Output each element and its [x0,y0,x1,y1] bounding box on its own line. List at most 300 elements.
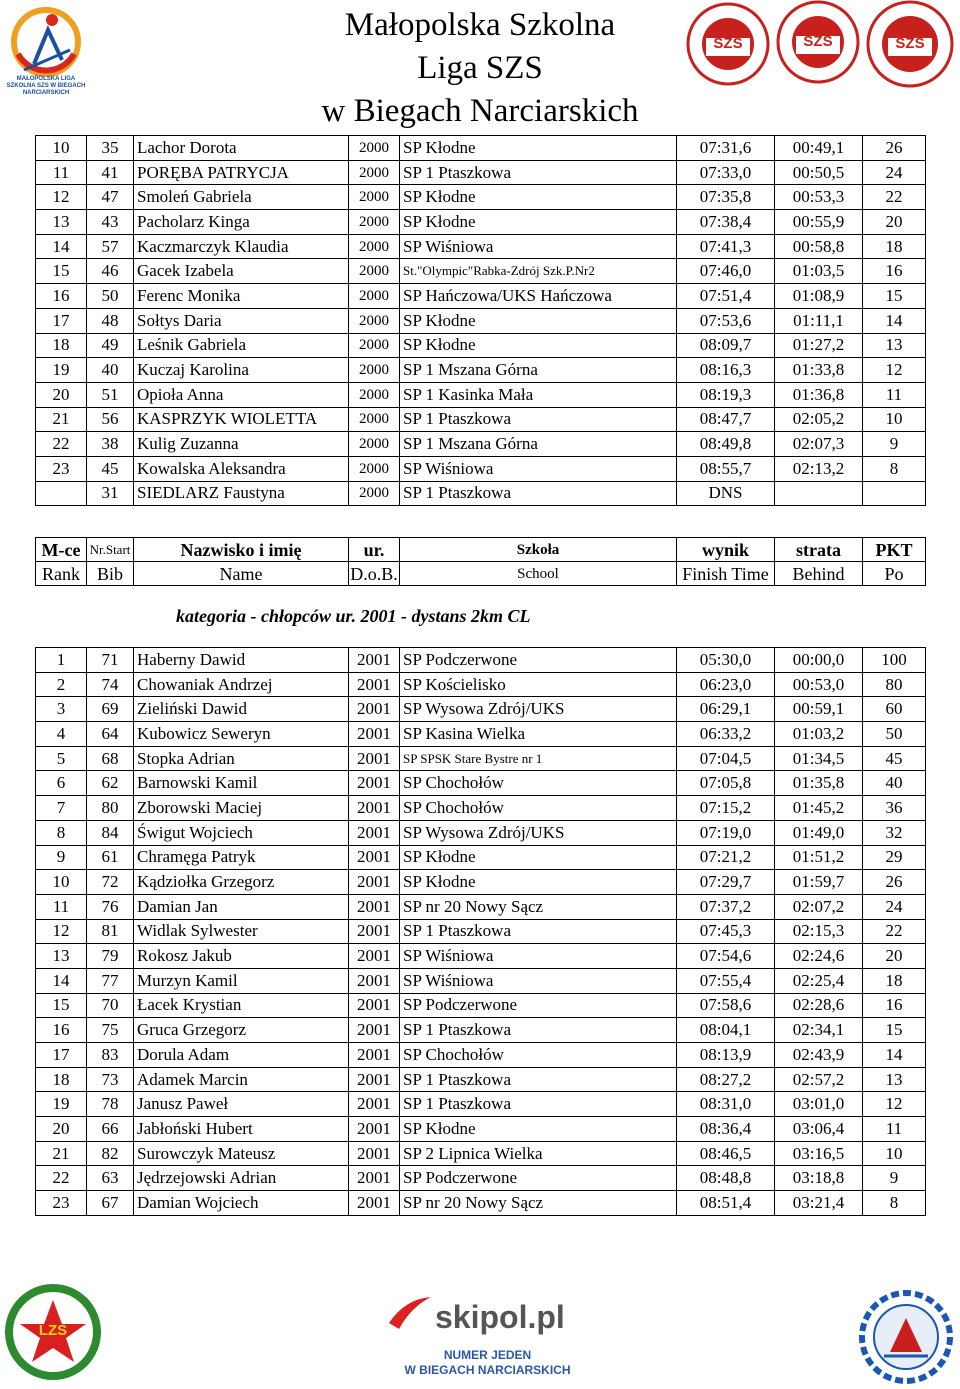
boys-cell-behind: 03:18,8 [775,1166,863,1191]
girls-cell-dob: 2000 [349,432,400,457]
boys-cell-school: SP 1 Ptaszkowa [400,1067,677,1092]
girls-row [36,333,926,358]
header-behind-pl: strata [775,538,863,562]
header-bib-pl: Nr.Start [87,538,134,562]
boys-cell-points: 24 [863,894,926,919]
boys-cell-school: SP Kłodne [400,1117,677,1142]
girls-cell-time: 07:53,6 [677,308,775,333]
girls-cell-school: SP 1 Kasinka Mała [400,382,677,407]
szs-emblem-2-label: SZS [803,33,833,50]
boys-cell-dob: 2001 [349,919,400,944]
boys-row [36,746,926,771]
lzs-emblem-label: LZS [38,1322,68,1339]
boys-cell-rank: 20 [36,1117,87,1142]
boys-cell-behind: 01:49,0 [775,820,863,845]
girls-cell-time: 08:49,8 [677,432,775,457]
boys-cell-name: Widlak Sylwester [134,919,349,944]
boys-cell-time: 06:23,0 [677,672,775,697]
boys-cell-points: 32 [863,820,926,845]
boys-cell-dob: 2001 [349,722,400,747]
boys-cell-name: Jabłoński Hubert [134,1117,349,1142]
boys-cell-bib: 62 [87,771,134,796]
girls-cell-rank: 13 [36,210,87,235]
boys-cell-bib: 70 [87,993,134,1018]
boys-cell-time: 08:31,0 [677,1092,775,1117]
boys-row [36,919,926,944]
girls-cell-behind [775,481,863,506]
boys-cell-name: Stopka Adrian [134,746,349,771]
lzs-emblem [2,1280,104,1384]
girls-row [36,160,926,185]
girls-row [36,308,926,333]
boys-cell-behind: 00:00,0 [775,648,863,673]
girls-cell-bib: 56 [87,407,134,432]
girls-cell-name: SIEDLARZ Faustyna [134,481,349,506]
girls-cell-school: SP Kłodne [400,333,677,358]
girls-cell-points: 26 [863,136,926,161]
boys-row [36,968,926,993]
girls-cell-rank: 20 [36,382,87,407]
girls-cell-points: 8 [863,456,926,481]
girls-cell-rank: 21 [36,407,87,432]
header-row-pl [36,538,926,562]
boys-row [36,1043,926,1068]
girls-cell-school: SP 1 Mszana Górna [400,432,677,457]
girls-row [36,407,926,432]
girls-cell-behind: 01:03,5 [775,259,863,284]
boys-cell-behind: 01:59,7 [775,870,863,895]
girls-cell-dob: 2000 [349,456,400,481]
girls-cell-dob: 2000 [349,333,400,358]
boys-cell-points: 26 [863,870,926,895]
boys-cell-school: SP Wiśniowa [400,944,677,969]
boys-cell-bib: 63 [87,1166,134,1191]
girls-cell-name: Kuczaj Karolina [134,358,349,383]
girls-cell-points: 13 [863,333,926,358]
boys-cell-dob: 2001 [349,1067,400,1092]
page-title-line-1: Małopolska Szkolna [344,7,616,43]
boys-cell-time: 08:51,4 [677,1191,775,1216]
girls-cell-bib: 35 [87,136,134,161]
girls-row [36,284,926,309]
girls-cell-dob: 2000 [349,382,400,407]
header-time-en: Finish Time [677,562,775,586]
boys-cell-name: Damian Jan [134,894,349,919]
boys-cell-behind: 00:53,0 [775,672,863,697]
girls-cell-rank: 12 [36,185,87,210]
boys-cell-school: SP nr 20 Nowy Sącz [400,1191,677,1216]
girls-cell-bib: 31 [87,481,134,506]
boys-cell-name: Adamek Marcin [134,1067,349,1092]
boys-cell-time: 07:21,2 [677,845,775,870]
header-dob-en: D.o.B. [350,563,398,584]
boys-cell-bib: 83 [87,1043,134,1068]
boys-cell-name: Murzyn Kamil [134,968,349,993]
boys-cell-behind: 00:59,1 [775,697,863,722]
girls-row [36,382,926,407]
girls-cell-bib: 49 [87,333,134,358]
boys-cell-school: SP Kłodne [400,845,677,870]
boys-cell-points: 8 [863,1191,926,1216]
boys-cell-name: Gruca Grzegorz [134,1018,349,1043]
girls-cell-bib: 47 [87,185,134,210]
girls-cell-school: SP 1 Mszana Górna [400,358,677,383]
girls-cell-rank: 17 [36,308,87,333]
boys-cell-behind: 02:24,6 [775,944,863,969]
header-bib-en: Bib [87,562,134,586]
boys-cell-behind: 02:57,2 [775,1067,863,1092]
girls-cell-behind: 00:55,9 [775,210,863,235]
header-school-pl: Szkoła [400,538,677,562]
boys-cell-name: Janusz Paweł [134,1092,349,1117]
girls-cell-behind: 02:05,2 [775,407,863,432]
boys-row [36,771,926,796]
girls-row [36,210,926,235]
boys-cell-dob: 2001 [349,1018,400,1043]
boys-cell-bib: 78 [87,1092,134,1117]
boys-cell-rank: 15 [36,993,87,1018]
girls-cell-dob: 2000 [349,234,400,259]
boys-cell-bib: 67 [87,1191,134,1216]
girls-cell-school: SP 1 Ptaszkowa [400,481,677,506]
boys-cell-rank: 9 [36,845,87,870]
boys-cell-dob: 2001 [349,672,400,697]
girls-cell-name: Pacholarz Kinga [134,210,349,235]
boys-cell-dob: 2001 [349,1092,400,1117]
boys-cell-name: Świgut Wojciech [134,820,349,845]
girls-cell-time: 07:33,0 [677,160,775,185]
girls-results-table [35,135,926,506]
boys-row [36,1092,926,1117]
boys-cell-dob: 2001 [349,820,400,845]
girls-row [36,234,926,259]
girls-cell-points: 20 [863,210,926,235]
girls-cell-points: 11 [863,382,926,407]
girls-cell-behind: 00:50,5 [775,160,863,185]
boys-cell-points: 36 [863,796,926,821]
boys-cell-bib: 74 [87,672,134,697]
boys-cell-rank: 7 [36,796,87,821]
boys-cell-name: Rokosz Jakub [134,944,349,969]
girls-cell-time: 07:31,6 [677,136,775,161]
boys-cell-points: 13 [863,1067,926,1092]
boys-cell-name: Zborowski Maciej [134,796,349,821]
girls-cell-time: 08:55,7 [677,456,775,481]
boys-cell-behind: 03:01,0 [775,1092,863,1117]
boys-cell-behind: 02:25,4 [775,968,863,993]
boys-row [36,944,926,969]
szs-emblem-3-label: SZS [895,35,925,52]
boys-cell-name: Dorula Adam [134,1043,349,1068]
girls-cell-time: 07:46,0 [677,259,775,284]
girls-row [36,185,926,210]
boys-row [36,697,926,722]
boys-cell-time: 06:29,1 [677,697,775,722]
boys-cell-dob: 2001 [349,771,400,796]
girls-cell-school: SP 1 Ptaszkowa [400,160,677,185]
girls-cell-bib: 38 [87,432,134,457]
boys-cell-name: Surowczyk Mateusz [134,1141,349,1166]
girls-cell-dob: 2000 [349,136,400,161]
girls-cell-dob: 2000 [349,358,400,383]
girls-row [36,456,926,481]
boys-cell-school: SP Chochołów [400,771,677,796]
boys-results-table [35,647,926,1216]
header-row-en [36,562,926,586]
boys-cell-bib: 82 [87,1141,134,1166]
boys-cell-rank: 6 [36,771,87,796]
girls-cell-dob: 2000 [349,284,400,309]
girls-cell-dob: 2000 [349,185,400,210]
girls-row [36,136,926,161]
boys-row [36,796,926,821]
girls-cell-rank: 16 [36,284,87,309]
girls-cell-points: 12 [863,358,926,383]
boys-cell-school: SP Chochołów [400,1043,677,1068]
boys-cell-points: 50 [863,722,926,747]
boys-cell-time: 08:04,1 [677,1018,775,1043]
boys-cell-rank: 23 [36,1191,87,1216]
girls-cell-points: 9 [863,432,926,457]
girls-cell-bib: 50 [87,284,134,309]
boys-cell-rank: 16 [36,1018,87,1043]
girls-cell-behind: 01:36,8 [775,382,863,407]
szs-emblem-1 [686,2,770,86]
boys-cell-dob: 2001 [349,993,400,1018]
boys-cell-time: 08:13,9 [677,1043,775,1068]
boys-cell-points: 16 [863,993,926,1018]
boys-cell-bib: 66 [87,1117,134,1142]
girls-cell-time: DNS [677,481,775,506]
boys-cell-points: 22 [863,919,926,944]
girls-cell-rank [36,481,87,506]
boys-cell-bib: 61 [87,845,134,870]
boys-cell-behind: 02:07,2 [775,894,863,919]
boys-cell-school: SP 1 Ptaszkowa [400,1092,677,1117]
girls-cell-school: St."Olympic"Rabka-Zdrój Szk.P.Nr2 [400,259,677,284]
girls-cell-school: SP Wiśniowa [400,234,677,259]
boys-cell-bib: 71 [87,648,134,673]
girls-cell-dob: 2000 [349,308,400,333]
boys-cell-school: SP Wysowa Zdrój/UKS [400,697,677,722]
girls-cell-behind: 00:53,3 [775,185,863,210]
girls-cell-time: 07:41,3 [677,234,775,259]
boys-cell-dob: 2001 [349,870,400,895]
sponsor-tagline-1: NUMER JEDEN [443,1348,532,1362]
boys-cell-dob: 2001 [349,968,400,993]
girls-cell-rank: 22 [36,432,87,457]
girls-cell-time: 08:09,7 [677,333,775,358]
girls-cell-points: 24 [863,160,926,185]
boys-cell-name: Jędrzejowski Adrian [134,1166,349,1191]
boys-cell-time: 07:45,3 [677,919,775,944]
girls-cell-time: 07:51,4 [677,284,775,309]
girls-cell-bib: 46 [87,259,134,284]
girls-cell-points: 14 [863,308,926,333]
girls-cell-rank: 23 [36,456,87,481]
boys-row [36,894,926,919]
boys-cell-school: SP Chochołów [400,796,677,821]
boys-cell-time: 07:54,6 [677,944,775,969]
boys-cell-name: Kądziołka Grzegorz [134,870,349,895]
boys-cell-points: 9 [863,1166,926,1191]
league-logo-text: MAŁOPOLSKA LIGA SZKOLNA SZS W BIEGACH NARCIARSKICH [6,76,86,96]
girls-cell-behind: 02:07,3 [775,432,863,457]
girls-cell-rank: 19 [36,358,87,383]
boys-cell-dob: 2001 [349,845,400,870]
szs-emblem-3 [866,0,954,88]
girls-cell-dob: 2000 [349,160,400,185]
boys-cell-name: Chowaniak Andrzej [134,672,349,697]
boys-cell-points: 14 [863,1043,926,1068]
boys-cell-behind: 03:21,4 [775,1191,863,1216]
boys-cell-name: Kubowicz Seweryn [134,722,349,747]
boys-cell-school: SP 1 Ptaszkowa [400,919,677,944]
boys-cell-rank: 8 [36,820,87,845]
girls-row [36,259,926,284]
boys-cell-points: 10 [863,1141,926,1166]
girls-cell-school: SP Kłodne [400,308,677,333]
girls-cell-bib: 57 [87,234,134,259]
girls-cell-dob: 2000 [349,407,400,432]
boys-cell-dob: 2001 [349,1043,400,1068]
boys-cell-points: 80 [863,672,926,697]
girls-cell-name: Leśnik Gabriela [134,333,349,358]
boys-cell-rank: 21 [36,1141,87,1166]
boys-cell-bib: 75 [87,1018,134,1043]
girls-cell-points: 16 [863,259,926,284]
boys-cell-points: 60 [863,697,926,722]
girls-cell-time: 08:16,3 [677,358,775,383]
girls-cell-points: 15 [863,284,926,309]
boys-cell-points: 11 [863,1117,926,1142]
boys-cell-school: SP Wiśniowa [400,968,677,993]
boys-cell-points: 15 [863,1018,926,1043]
boys-cell-behind: 01:03,2 [775,722,863,747]
boys-cell-rank: 18 [36,1067,87,1092]
header-points-pl: PKT [863,538,926,562]
boys-cell-time: 07:05,8 [677,771,775,796]
league-logo [4,4,88,104]
girls-cell-points: 10 [863,407,926,432]
boys-cell-time: 08:36,4 [677,1117,775,1142]
boys-cell-points: 29 [863,845,926,870]
boys-row [36,1067,926,1092]
boys-cell-rank: 19 [36,1092,87,1117]
girls-cell-bib: 45 [87,456,134,481]
boys-row [36,1141,926,1166]
header-rank-en: Rank [36,562,87,586]
girls-cell-name: Ferenc Monika [134,284,349,309]
boys-row [36,993,926,1018]
boys-cell-rank: 12 [36,919,87,944]
club-emblem [856,1290,956,1384]
boys-row [36,820,926,845]
boys-cell-dob: 2001 [349,1166,400,1191]
boys-cell-points: 18 [863,968,926,993]
girls-cell-points: 22 [863,185,926,210]
boys-cell-behind: 02:34,1 [775,1018,863,1043]
boys-cell-behind: 01:45,2 [775,796,863,821]
header-points-en: Po [863,562,926,586]
girls-cell-school: SP Wiśniowa [400,456,677,481]
girls-cell-time: 07:35,8 [677,185,775,210]
boys-cell-dob: 2001 [349,1117,400,1142]
girls-cell-dob: 2000 [349,481,400,506]
boys-cell-behind: 02:43,9 [775,1043,863,1068]
boys-row [36,722,926,747]
girls-cell-name: Opioła Anna [134,382,349,407]
girls-cell-behind: 01:27,2 [775,333,863,358]
girls-cell-name: Kowalska Aleksandra [134,456,349,481]
boys-cell-school: SP Kościelisko [400,672,677,697]
boys-cell-bib: 80 [87,796,134,821]
girls-cell-time: 07:38,4 [677,210,775,235]
girls-cell-school: SP Hańczowa/UKS Hańczowa [400,284,677,309]
boys-cell-bib: 68 [87,746,134,771]
girls-cell-name: Lachor Dorota [134,136,349,161]
boys-row [36,1191,926,1216]
boys-cell-school: SP Kasina Wielka [400,722,677,747]
boys-cell-behind: 01:35,8 [775,771,863,796]
girls-cell-rank: 11 [36,160,87,185]
boys-cell-rank: 11 [36,894,87,919]
boys-cell-time: 07:04,5 [677,746,775,771]
sponsor-tagline-2: W BIEGACH NARCIARSKICH [404,1363,571,1377]
boys-cell-dob: 2001 [349,648,400,673]
boys-cell-time: 08:48,8 [677,1166,775,1191]
header-school-en: School [400,562,677,586]
boys-cell-bib: 77 [87,968,134,993]
girls-cell-points: 18 [863,234,926,259]
boys-row [36,870,926,895]
girls-cell-behind: 00:58,8 [775,234,863,259]
szs-emblem-1-label: SZS [713,35,743,52]
boys-cell-behind: 02:15,3 [775,919,863,944]
boys-cell-dob: 2001 [349,697,400,722]
girls-cell-behind: 02:13,2 [775,456,863,481]
boys-row [36,672,926,697]
girls-cell-name: Smoleń Gabriela [134,185,349,210]
boys-cell-points: 12 [863,1092,926,1117]
page-title-line-2: Liga SZS [417,50,543,86]
header-rank-pl: M-ce [36,538,87,562]
girls-cell-rank: 10 [36,136,87,161]
header-name-pl: Nazwisko i imię [134,538,349,562]
boys-cell-school: SP Wysowa Zdrój/UKS [400,820,677,845]
boys-cell-rank: 5 [36,746,87,771]
boys-cell-time: 08:46,5 [677,1141,775,1166]
boys-cell-points: 20 [863,944,926,969]
boys-cell-school: SP SPSK Stare Bystre nr 1 [400,746,677,771]
boys-cell-time: 06:33,2 [677,722,775,747]
girls-cell-name: KASPRZYK WIOLETTA [134,407,349,432]
girls-cell-school: SP 1 Ptaszkowa [400,407,677,432]
boys-cell-bib: 72 [87,870,134,895]
girls-cell-school: SP Kłodne [400,210,677,235]
girls-cell-points [863,481,926,506]
boys-cell-behind: 03:06,4 [775,1117,863,1142]
header-time-pl: wynik [677,538,775,562]
boys-cell-time: 07:29,7 [677,870,775,895]
boys-cell-school: SP Kłodne [400,870,677,895]
girls-cell-name: PORĘBA PATRYCJA [134,160,349,185]
girls-cell-bib: 41 [87,160,134,185]
header-name-en: Name [134,562,349,586]
boys-row [36,1117,926,1142]
boys-cell-bib: 84 [87,820,134,845]
boys-cell-name: Zieliński Dawid [134,697,349,722]
